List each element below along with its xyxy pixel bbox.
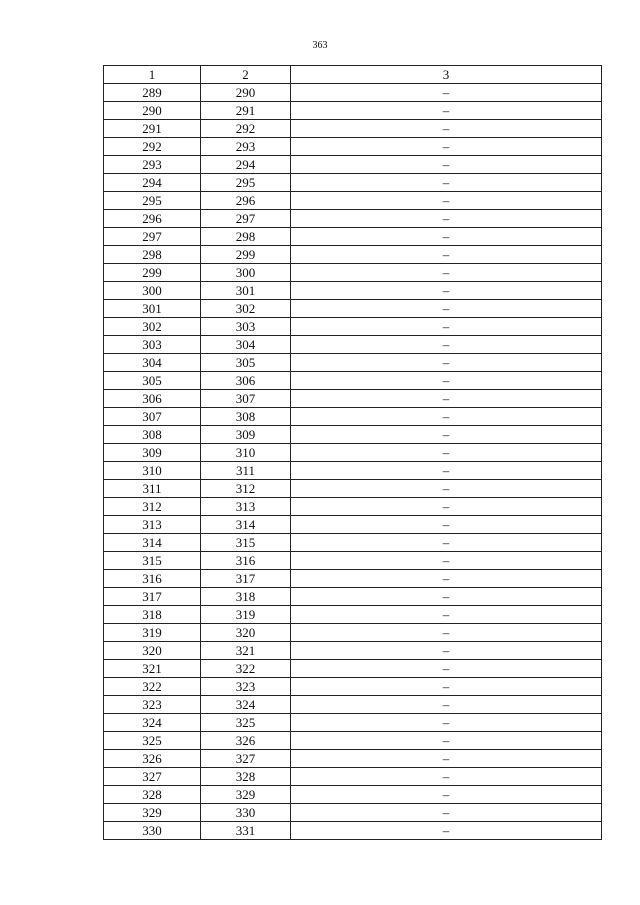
table-cell-col-2: 331 [201, 822, 291, 840]
table-row [104, 426, 602, 444]
table-cell-col-1: 325 [104, 732, 201, 750]
table-cell-col-3: – [291, 732, 602, 750]
table-row [104, 138, 602, 156]
table-cell-col-1: 299 [104, 264, 201, 282]
table-cell-col-3: – [291, 606, 602, 624]
table-cell-col-2: 318 [201, 588, 291, 606]
table-cell-col-1: 320 [104, 642, 201, 660]
table-cell-col-2: 301 [201, 282, 291, 300]
table-row [104, 624, 602, 642]
table-cell-col-1: 315 [104, 552, 201, 570]
table-cell-col-1: 301 [104, 300, 201, 318]
table-cell-col-2: 320 [201, 624, 291, 642]
table-row [104, 606, 602, 624]
table-cell-col-3: – [291, 372, 602, 390]
table-cell-col-2: 319 [201, 606, 291, 624]
table-cell-col-1: 311 [104, 480, 201, 498]
table-cell-col-2: 325 [201, 714, 291, 732]
table-cell-col-1: 296 [104, 210, 201, 228]
table-cell-col-2: 295 [201, 174, 291, 192]
table-cell-col-3: – [291, 624, 602, 642]
table-cell-col-2: 324 [201, 696, 291, 714]
table-row [104, 264, 602, 282]
column-header-1: 1 [104, 66, 201, 84]
table-cell-col-3: – [291, 642, 602, 660]
table-cell-col-2: 299 [201, 246, 291, 264]
column-header-2: 2 [201, 66, 291, 84]
table-row [104, 804, 602, 822]
table-cell-col-1: 328 [104, 786, 201, 804]
table-cell-col-1: 297 [104, 228, 201, 246]
table-cell-col-3: – [291, 660, 602, 678]
table-row [104, 534, 602, 552]
table-cell-col-3: – [291, 678, 602, 696]
table-row [104, 228, 602, 246]
table-cell-col-3: – [291, 282, 602, 300]
table-header [104, 66, 602, 84]
table-cell-col-1: 322 [104, 678, 201, 696]
table-row [104, 714, 602, 732]
table-row [104, 300, 602, 318]
header-row [104, 66, 602, 84]
table-cell-col-3: – [291, 174, 602, 192]
table-row [104, 588, 602, 606]
table-cell-col-3: – [291, 534, 602, 552]
table-cell-col-2: 300 [201, 264, 291, 282]
table-cell-col-2: 292 [201, 120, 291, 138]
table-cell-col-3: – [291, 696, 602, 714]
data-table [103, 65, 602, 840]
table-cell-col-2: 310 [201, 444, 291, 462]
table-cell-col-3: – [291, 750, 602, 768]
table-row [104, 246, 602, 264]
table-cell-col-1: 319 [104, 624, 201, 642]
table-cell-col-1: 313 [104, 516, 201, 534]
table-row [104, 498, 602, 516]
table-cell-col-3: – [291, 318, 602, 336]
table-cell-col-2: 306 [201, 372, 291, 390]
table-cell-col-3: – [291, 804, 602, 822]
table-row [104, 822, 602, 840]
table-row [104, 192, 602, 210]
table-cell-col-2: 313 [201, 498, 291, 516]
table-cell-col-3: – [291, 714, 602, 732]
table-row [104, 390, 602, 408]
table-row [104, 732, 602, 750]
table-row [104, 462, 602, 480]
table-cell-col-2: 315 [201, 534, 291, 552]
table-cell-col-3: – [291, 588, 602, 606]
table-cell-col-2: 311 [201, 462, 291, 480]
table-cell-col-3: – [291, 300, 602, 318]
table-row [104, 318, 602, 336]
table-cell-col-3: – [291, 480, 602, 498]
table-cell-col-3: – [291, 570, 602, 588]
table-cell-col-1: 291 [104, 120, 201, 138]
table-cell-col-1: 290 [104, 102, 201, 120]
table-cell-col-1: 314 [104, 534, 201, 552]
table-cell-col-2: 309 [201, 426, 291, 444]
table-cell-col-3: – [291, 552, 602, 570]
table-cell-col-2: 298 [201, 228, 291, 246]
table-cell-col-2: 305 [201, 354, 291, 372]
table-cell-col-3: – [291, 102, 602, 120]
table-cell-col-3: – [291, 786, 602, 804]
table-row [104, 444, 602, 462]
table-cell-col-1: 321 [104, 660, 201, 678]
table-cell-col-2: 312 [201, 480, 291, 498]
table-cell-col-2: 307 [201, 390, 291, 408]
table-row [104, 408, 602, 426]
table-cell-col-1: 330 [104, 822, 201, 840]
table-cell-col-3: – [291, 228, 602, 246]
table-cell-col-2: 303 [201, 318, 291, 336]
table-row [104, 660, 602, 678]
table-cell-col-3: – [291, 246, 602, 264]
table-cell-col-1: 304 [104, 354, 201, 372]
table-cell-col-2: 326 [201, 732, 291, 750]
table-cell-col-2: 327 [201, 750, 291, 768]
table-row [104, 174, 602, 192]
table-cell-col-1: 327 [104, 768, 201, 786]
table-row [104, 156, 602, 174]
table-cell-col-1: 292 [104, 138, 201, 156]
table-body [104, 84, 602, 840]
table-row [104, 552, 602, 570]
table-cell-col-1: 289 [104, 84, 201, 102]
table-cell-col-3: – [291, 426, 602, 444]
table-cell-col-1: 310 [104, 462, 201, 480]
table-cell-col-1: 293 [104, 156, 201, 174]
table-row [104, 642, 602, 660]
table-cell-col-2: 323 [201, 678, 291, 696]
table-cell-col-3: – [291, 768, 602, 786]
table-cell-col-1: 326 [104, 750, 201, 768]
table-cell-col-1: 324 [104, 714, 201, 732]
table-cell-col-2: 322 [201, 660, 291, 678]
table-cell-col-3: – [291, 192, 602, 210]
table-cell-col-2: 302 [201, 300, 291, 318]
table-cell-col-3: – [291, 210, 602, 228]
table-cell-col-1: 323 [104, 696, 201, 714]
table-cell-col-3: – [291, 84, 602, 102]
table-row [104, 516, 602, 534]
table-cell-col-2: 296 [201, 192, 291, 210]
table-cell-col-3: – [291, 120, 602, 138]
column-header-3: 3 [291, 66, 602, 84]
table-cell-col-3: – [291, 822, 602, 840]
table-cell-col-1: 300 [104, 282, 201, 300]
table-cell-col-1: 309 [104, 444, 201, 462]
table-cell-col-1: 316 [104, 570, 201, 588]
table-cell-col-2: 314 [201, 516, 291, 534]
table-cell-col-3: – [291, 156, 602, 174]
table-cell-col-2: 293 [201, 138, 291, 156]
table-cell-col-1: 307 [104, 408, 201, 426]
table-cell-col-2: 316 [201, 552, 291, 570]
table-cell-col-1: 295 [104, 192, 201, 210]
table-cell-col-1: 303 [104, 336, 201, 354]
table-cell-col-2: 330 [201, 804, 291, 822]
table-row [104, 372, 602, 390]
table-cell-col-3: – [291, 390, 602, 408]
table-row [104, 282, 602, 300]
table-row [104, 786, 602, 804]
table-cell-col-3: – [291, 516, 602, 534]
table-cell-col-3: – [291, 408, 602, 426]
table-cell-col-1: 312 [104, 498, 201, 516]
table-cell-col-2: 321 [201, 642, 291, 660]
table-cell-col-1: 302 [104, 318, 201, 336]
table-cell-col-3: – [291, 354, 602, 372]
table-row [104, 120, 602, 138]
table-cell-col-3: – [291, 462, 602, 480]
table-cell-col-1: 329 [104, 804, 201, 822]
table-row [104, 84, 602, 102]
table-row [104, 102, 602, 120]
table-cell-col-1: 305 [104, 372, 201, 390]
table-cell-col-3: – [291, 138, 602, 156]
table-row [104, 750, 602, 768]
table-cell-col-2: 317 [201, 570, 291, 588]
table-row [104, 678, 602, 696]
table-cell-col-1: 318 [104, 606, 201, 624]
table-cell-col-2: 329 [201, 786, 291, 804]
table-cell-col-3: – [291, 444, 602, 462]
table-cell-col-2: 304 [201, 336, 291, 354]
table-cell-col-1: 294 [104, 174, 201, 192]
table-cell-col-1: 306 [104, 390, 201, 408]
table-row [104, 480, 602, 498]
table-row [104, 570, 602, 588]
table-cell-col-2: 297 [201, 210, 291, 228]
table-row [104, 210, 602, 228]
table-cell-col-2: 290 [201, 84, 291, 102]
table-row [104, 696, 602, 714]
table-cell-col-1: 317 [104, 588, 201, 606]
table-cell-col-3: – [291, 264, 602, 282]
table-cell-col-2: 291 [201, 102, 291, 120]
table-row [104, 768, 602, 786]
table-cell-col-2: 328 [201, 768, 291, 786]
page-number: 363 [312, 40, 328, 51]
table-cell-col-1: 308 [104, 426, 201, 444]
table-cell-col-3: – [291, 498, 602, 516]
table-cell-col-1: 298 [104, 246, 201, 264]
table-cell-col-2: 308 [201, 408, 291, 426]
table-row [104, 336, 602, 354]
table-row [104, 354, 602, 372]
table-cell-col-2: 294 [201, 156, 291, 174]
table-cell-col-3: – [291, 336, 602, 354]
